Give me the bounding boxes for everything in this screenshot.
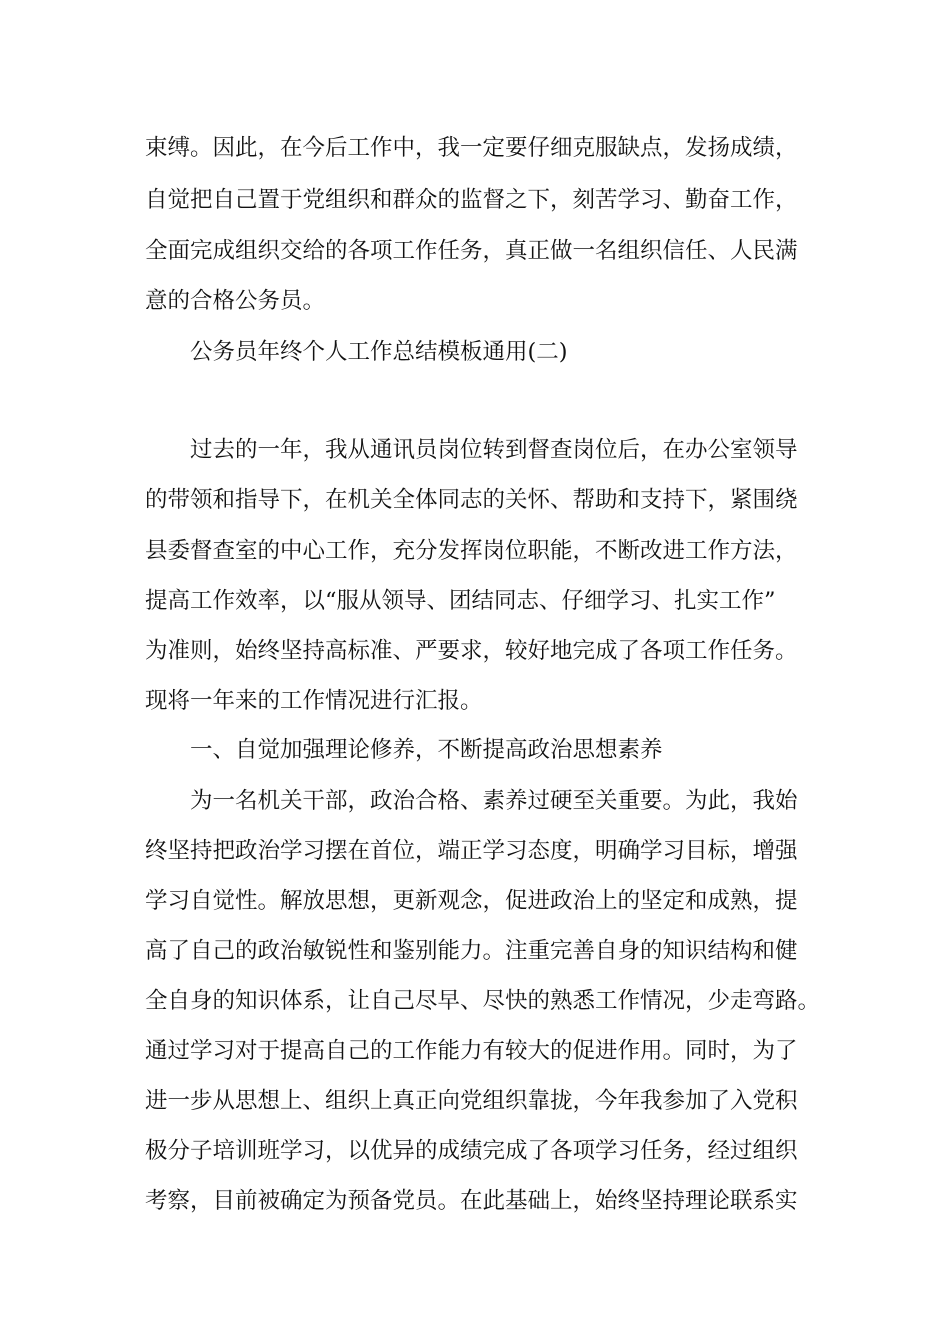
text-line: 通过学习对于提高自己的工作能力有较大的促进作用。同时，为了: [145, 1038, 798, 1064]
text-line: 为一名机关干部，政治合格、素养过硬至关重要。为此，我始: [190, 788, 798, 814]
section-title: 公务员年终个人工作总结模板通用(二): [190, 339, 568, 365]
text-line: 束缚。因此，在今后工作中，我一定要仔细克服缺点，发扬成绩，: [145, 135, 798, 161]
text-line: 过去的一年，我从通讯员岗位转到督查岗位后，在办公室领导: [190, 437, 798, 463]
text-line: 考察，目前被确定为预备党员。在此基础上，始终坚持理论联系实: [145, 1188, 798, 1214]
text-line: 的带领和指导下，在机关全体同志的关怀、帮助和支持下，紧围绕: [145, 487, 798, 513]
text-line: 高了自己的政治敏锐性和鉴别能力。注重完善自身的知识结构和健: [145, 938, 798, 964]
text-line: 提高工作效率，以“服从领导、团结同志、仔细学习、扎实工作”: [145, 588, 776, 614]
section-heading: 一、自觉加强理论修养，不断提高政治思想素养: [190, 737, 663, 763]
text-line: 自觉把自己置于党组织和群众的监督之下，刻苦学习、勤奋工作，: [145, 187, 798, 213]
text-line: 进一步从思想上、组织上真正向党组织靠拢，今年我参加了入党积: [145, 1088, 798, 1114]
text-line: 意的合格公务员。: [145, 288, 326, 314]
text-line: 极分子培训班学习，以优异的成绩完成了各项学习任务，经过组织: [145, 1138, 798, 1164]
text-line: 全面完成组织交给的各项工作任务，真正做一名组织信任、人民满: [145, 238, 798, 264]
text-line: 学习自觉性。解放思想，更新观念，促进政治上的坚定和成熟，提: [145, 888, 798, 914]
text-line: 全自身的知识体系，让自己尽早、尽快的熟悉工作情况，少走弯路。: [145, 988, 821, 1014]
text-line: 现将一年来的工作情况进行汇报。: [145, 688, 483, 714]
text-line: 县委督查室的中心工作，充分发挥岗位职能，不断改进工作方法，: [145, 538, 798, 564]
text-line: 为准则，始终坚持高标准、严要求，较好地完成了各项工作任务。: [145, 638, 798, 664]
text-line: 终坚持把政治学习摆在首位，端正学习态度，明确学习目标，增强: [145, 838, 798, 864]
